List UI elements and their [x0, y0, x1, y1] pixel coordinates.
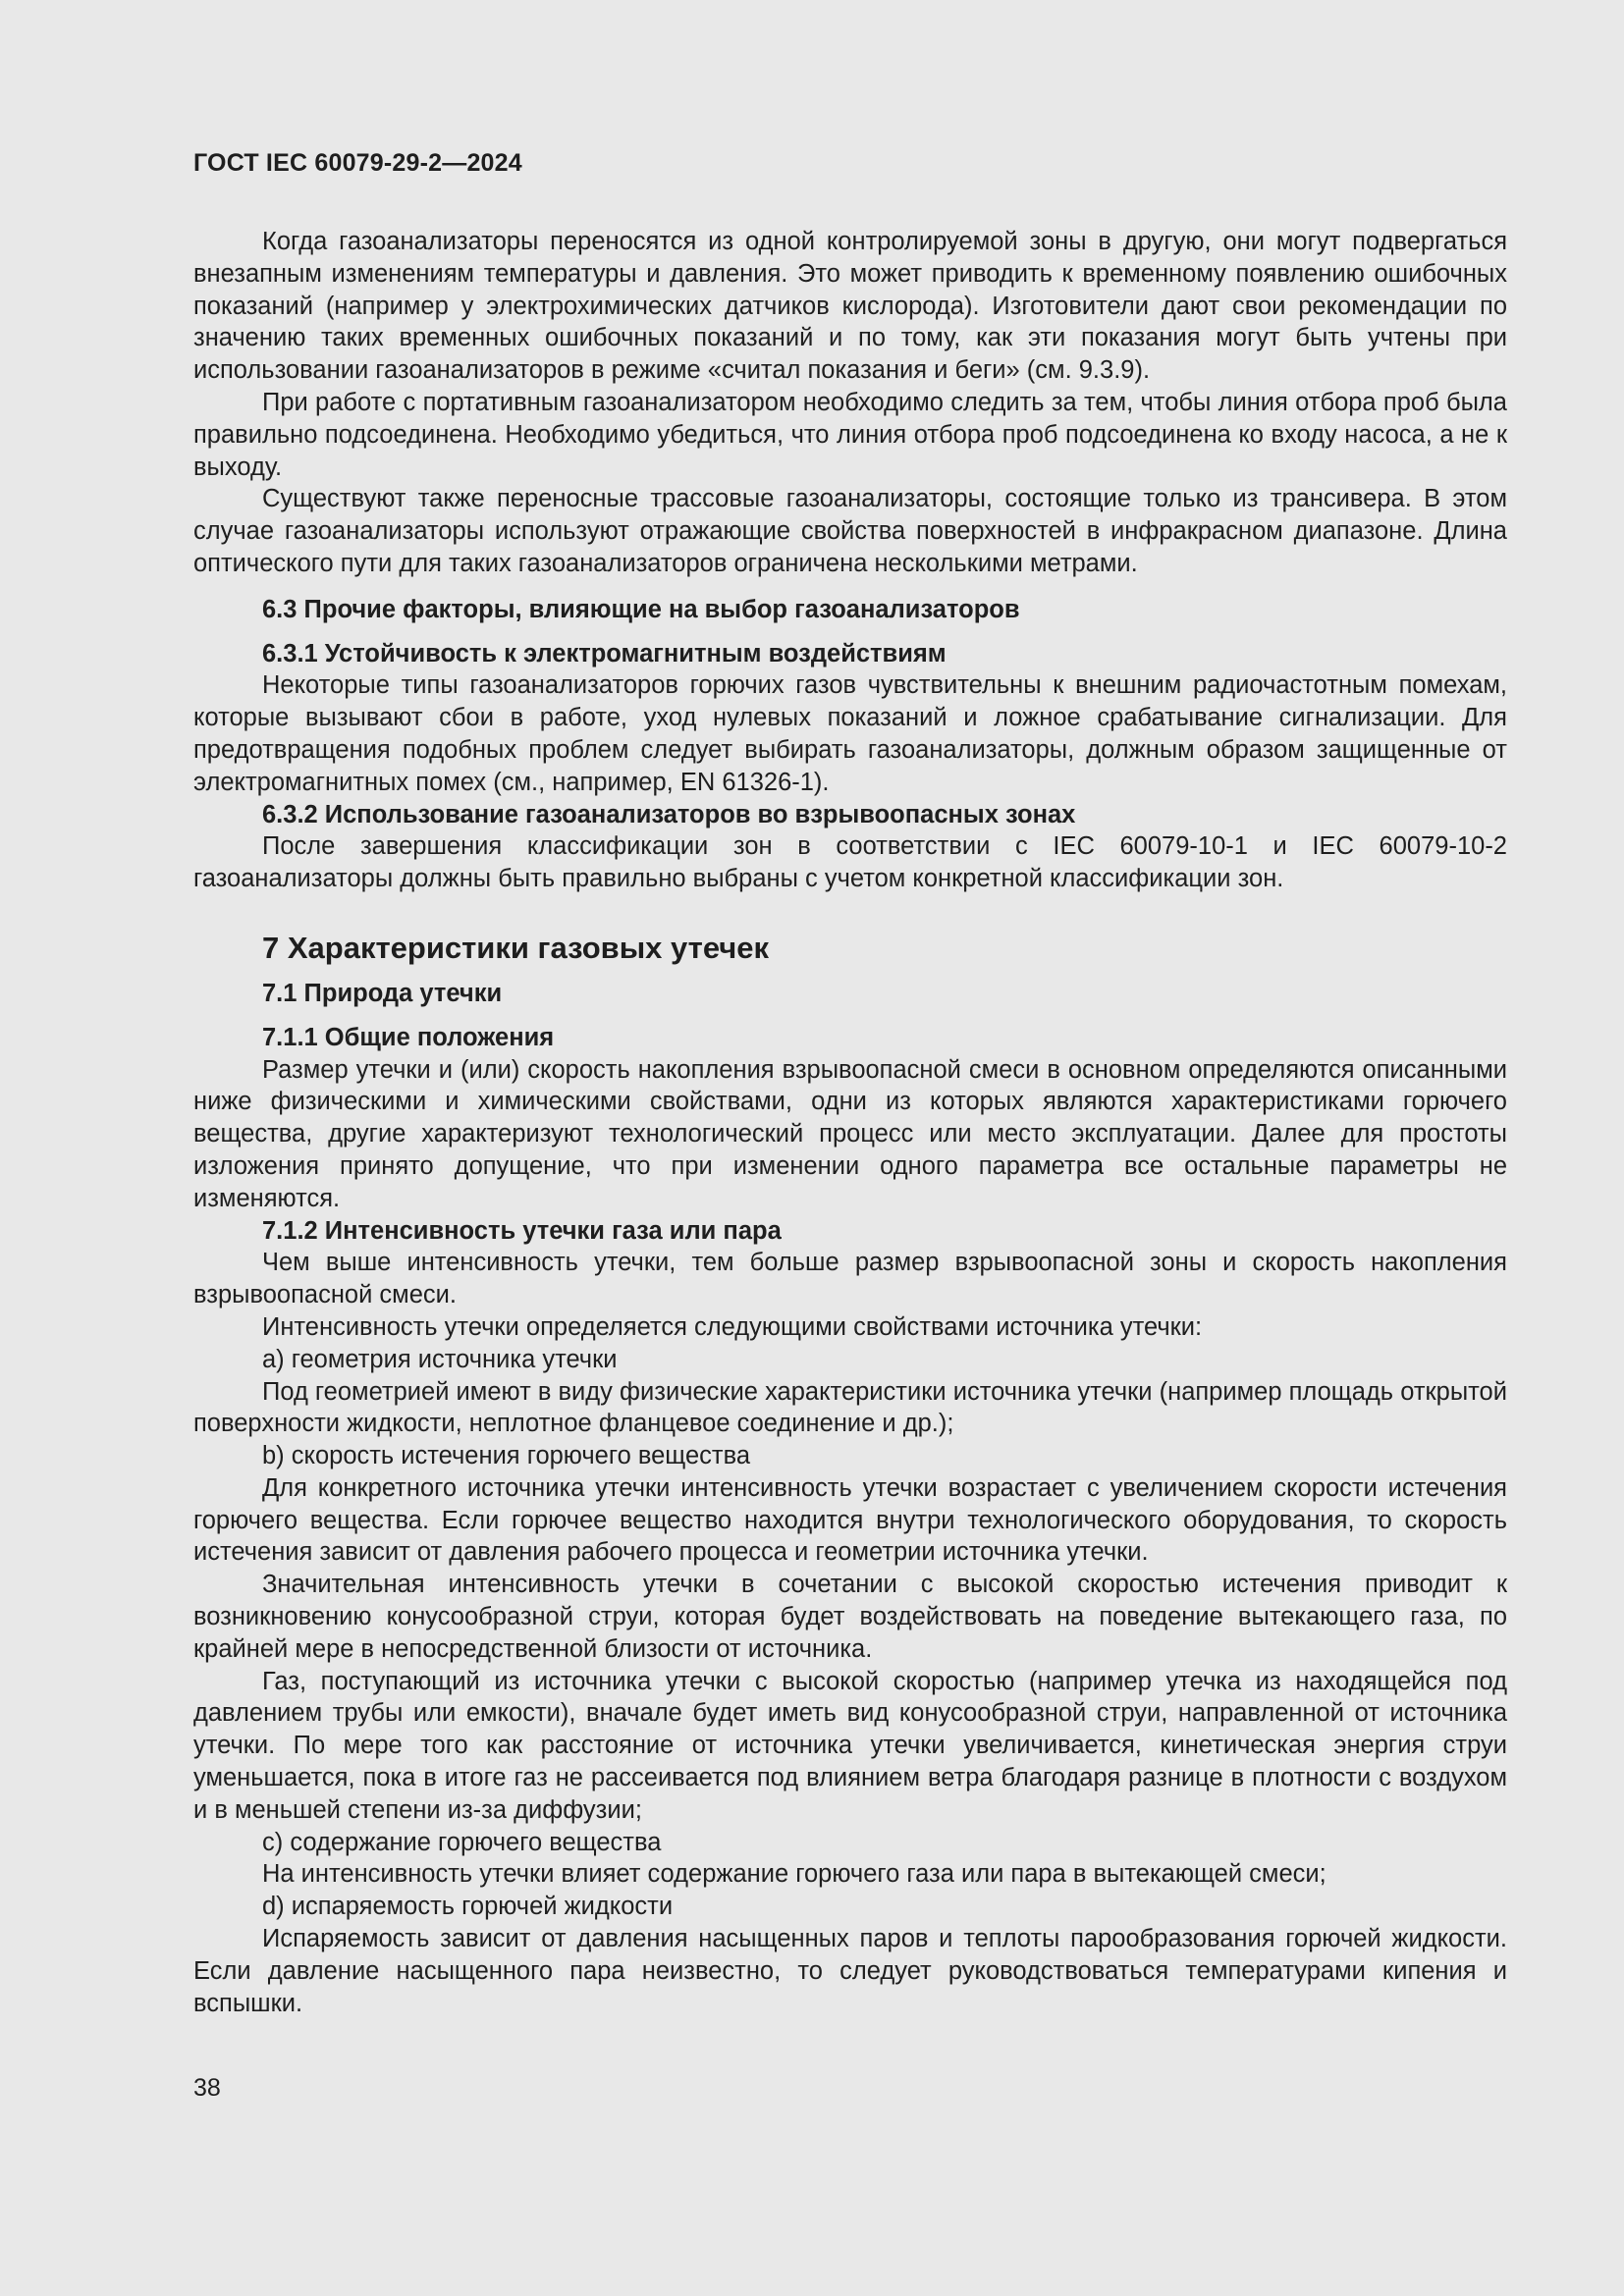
section-heading-6-3: 6.3 Прочие факторы, влияющие на выбор газоанализаторов: [262, 595, 1020, 623]
paragraph: Интенсивность утечки определяется следующими свойствами источника утечки:: [262, 1312, 1203, 1341]
chapter-heading-7: 7 Характеристики газовых утечек: [262, 930, 770, 965]
page-number: 38: [193, 2074, 221, 2102]
list-item-a: a) геометрия источника утечки: [262, 1345, 618, 1373]
paragraph: Газ, поступающий из источника утечки с высокой скоростью (например утечка из находящейся под давлением трубы или емкости), вначале будет иметь вид конусообразной струи, направленной от источника утечки. По мере того как расстояние от источника утечки увеличивается, кинетическая энергия струи уменьшается, пока в итоге газ не рассеивается под влиянием ветра благодаря разнице в плотности с воздухом и в меньшей степени из-за диффузии;: [193, 1667, 1507, 1824]
paragraph: Чем выше интенсивность утечки, тем больше размер взрывоопасной зоны и скорость накопления взрывоопасной смеси.: [193, 1249, 1507, 1309]
paragraph: Для конкретного источника утечки интенсивность утечки возрастает с увеличением скорости истечения горючего вещества. Если горючее вещество находится внутри технологического оборудования, то скорость истечения зависит от давления рабочего процесса и геометрии источника утечки.: [193, 1473, 1507, 1567]
list-item-c: c) содержание горючего вещества: [262, 1828, 662, 1856]
section-heading-7-1: 7.1 Природа утечки: [262, 979, 503, 1007]
list-item-b: b) скорость истечения горючего вещества: [262, 1442, 751, 1470]
paragraph: Размер утечки и (или) скорость накопления взрывоопасной смеси в основном определяются описанными ниже физическими и химическими свойствами, одни из которых являются характеристиками горючего вещества, другие характеризуют технологический процесс или место эксплуатации. Далее для простоты изложения принято допущение, что при изменении одного параметра все остальные параметры не изменяются.: [193, 1055, 1507, 1212]
paragraph: Испаряемость зависит от давления насыщенных паров и теплоты парообразования горючей жидкости. Если давление насыщенного пара неизвестно, то следует руководствоваться температурами кипения и вспышки.: [193, 1925, 1507, 2017]
list-item-d: d) испаряемость горючей жидкости: [262, 1893, 674, 1921]
section-heading-6-3-2: 6.3.2 Использование газоанализаторов во взрывоопасных зонах: [262, 800, 1076, 828]
paragraph: После завершения классификации зон в соответствии с IEC 60079-10-1 и IEC 60079-10-2 газоанализаторы должны быть правильно выбраны с учетом конкретной классификации зон.: [193, 832, 1507, 893]
section-heading-6-3-1: 6.3.1 Устойчивость к электромагнитным воздействиям: [262, 639, 947, 667]
document-header: ГОСТ IEC 60079-29-2—2024: [193, 149, 522, 177]
paragraph: При работе с портативным газоанализатором необходимо следить за тем, чтобы линия отбора проб была правильно подсоединена. Необходимо убедиться, что линия отбора проб подсоединена ко входу насоса, а не к выходу.: [193, 388, 1507, 481]
paragraph: Когда газоанализаторы переносятся из одной контролируемой зоны в другую, они могут подвергаться внезапным изменениям температуры и давления. Это может приводить к временному появлению ошибочных показаний (например у электрохимических датчиков кислорода). Изготовители дают свои рекомендации по значению таких временных ошибочных показаний и по тому, как эти показания могут быть учтены при использовании газоанализаторов в режиме «считал показания и беги» (см. 9.3.9).: [193, 228, 1507, 385]
paragraph: Под геометрией имеют в виду физические характеристики источника утечки (например площадь открытой поверхности жидкости, неплотное фланцевое соединение и др.);: [193, 1377, 1507, 1438]
paragraph: Значительная интенсивность утечки в сочетании с высокой скоростью истечения приводит к возникновению конусообразной струи, которая будет воздействовать на поведение вытекающего газа, по крайней мере в непосредственной близости от источника.: [193, 1571, 1507, 1663]
section-heading-7-1-1: 7.1.1 Общие положения: [262, 1023, 555, 1051]
paragraph: Некоторые типы газоанализаторов горючих газов чувствительны к внешним радиочастотным помехам, которые вызывают сбои в работе, уход нулевых показаний и ложное срабатывание сигнализации. Для предотвращения подобных проблем следует выбирать газоанализаторы, должным образом защищенные от электромагнитных помех (см., например, EN 61326-1).: [193, 671, 1507, 796]
paragraph: Существуют также переносные трассовые газоанализаторы, состоящие только из трансивера. В этом случае газоанализаторы используют отражающие свойства поверхностей в инфракрасном диапазоне. Длина оптического пути для таких газоанализаторов ограничена несколькими метрами.: [193, 485, 1507, 577]
section-heading-7-1-2: 7.1.2 Интенсивность утечки газа или пара: [262, 1216, 782, 1245]
document-body: [193, 226, 1507, 2019]
paragraph: На интенсивность утечки влияет содержание горючего газа или пара в вытекающей смеси;: [262, 1860, 1326, 1889]
